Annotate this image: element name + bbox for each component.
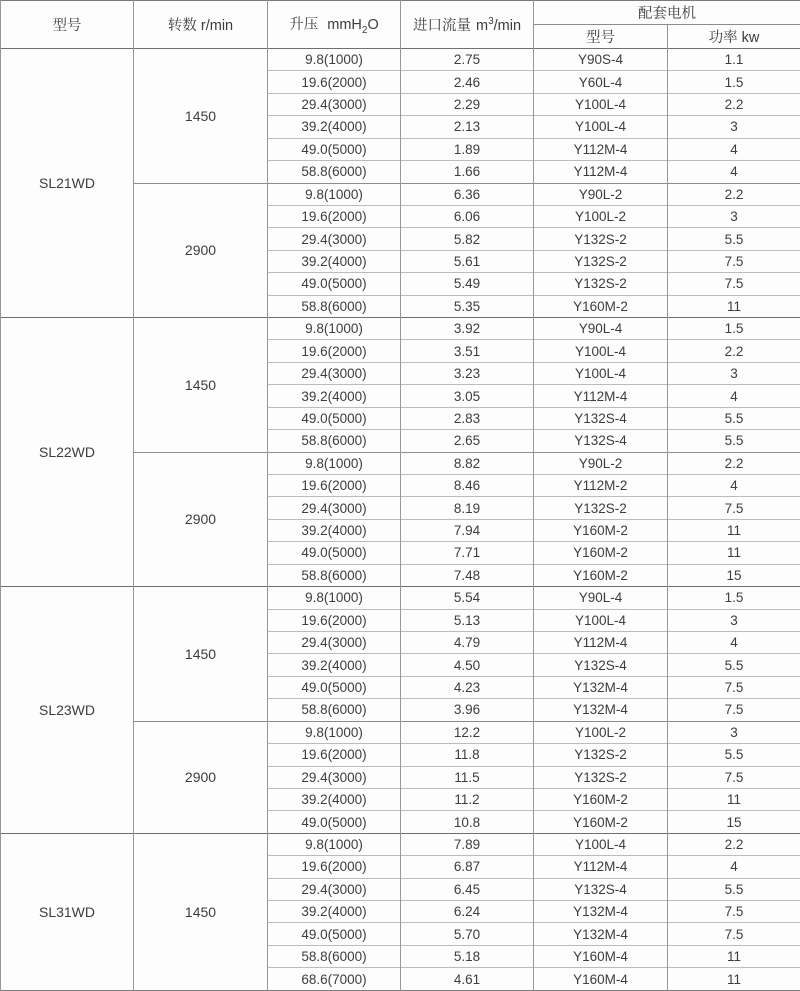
speed-cell: 1450	[134, 318, 268, 453]
motor-model-cell: Y132S-4	[534, 430, 668, 452]
pressure-cell: 49.0(5000)	[268, 923, 401, 945]
header-motor-power: 功率 kw	[668, 25, 800, 49]
motor-model-cell: Y100L-4	[534, 93, 668, 115]
model-cell: SL22WD	[1, 318, 134, 587]
motor-power-cell: 5.5	[668, 430, 800, 452]
header-pressure-label: 升压	[289, 17, 319, 34]
speed-cell: 1450	[134, 833, 268, 990]
pressure-cell: 29.4(3000)	[268, 362, 401, 384]
flow-cell: 2.46	[401, 71, 534, 93]
motor-power-cell: 7.5	[668, 766, 800, 788]
flow-cell: 1.89	[401, 138, 534, 160]
motor-power-cell: 3	[668, 609, 800, 631]
header-motor-group: 配套电机	[534, 1, 800, 25]
motor-power-cell: 7.5	[668, 923, 800, 945]
flow-cell: 11.5	[401, 766, 534, 788]
motor-model-cell: Y112M-4	[534, 631, 668, 653]
motor-model-cell: Y160M-4	[534, 945, 668, 967]
pressure-cell: 39.2(4000)	[268, 385, 401, 407]
motor-power-cell: 7.5	[668, 676, 800, 698]
motor-model-cell: Y160M-4	[534, 968, 668, 991]
motor-power-cell: 2.2	[668, 93, 800, 115]
motor-power-cell: 2.2	[668, 452, 800, 474]
flow-cell: 5.61	[401, 250, 534, 272]
pressure-cell: 29.4(3000)	[268, 878, 401, 900]
motor-model-cell: Y160M-2	[534, 519, 668, 541]
motor-power-cell: 4	[668, 385, 800, 407]
motor-power-cell: 3	[668, 205, 800, 227]
motor-power-cell: 5.5	[668, 407, 800, 429]
header-motor-model: 型号	[534, 25, 668, 49]
pressure-cell: 58.8(6000)	[268, 430, 401, 452]
pressure-unit-tail: O	[367, 17, 379, 34]
motor-model-cell: Y132S-2	[534, 744, 668, 766]
flow-cell: 2.75	[401, 49, 534, 71]
speed-cell: 1450	[134, 49, 268, 184]
model-cell: SL23WD	[1, 587, 134, 834]
motor-power-cell: 15	[668, 564, 800, 586]
pressure-cell: 9.8(1000)	[268, 587, 401, 609]
pressure-cell: 19.6(2000)	[268, 71, 401, 93]
pressure-cell: 29.4(3000)	[268, 93, 401, 115]
flow-cell: 5.35	[401, 295, 534, 317]
pressure-cell: 68.6(7000)	[268, 968, 401, 991]
pressure-cell: 39.2(4000)	[268, 116, 401, 138]
pressure-cell: 19.6(2000)	[268, 205, 401, 227]
flow-cell: 6.36	[401, 183, 534, 205]
flow-cell: 10.8	[401, 811, 534, 833]
motor-model-cell: Y132S-4	[534, 407, 668, 429]
flow-cell: 5.18	[401, 945, 534, 967]
speed-cell: 2900	[134, 183, 268, 318]
motor-model-cell: Y132S-2	[534, 497, 668, 519]
speed-cell: 1450	[134, 587, 268, 722]
pressure-cell: 39.2(4000)	[268, 250, 401, 272]
motor-model-cell: Y112M-4	[534, 385, 668, 407]
flow-cell: 5.82	[401, 228, 534, 250]
motor-model-cell: Y90L-4	[534, 587, 668, 609]
motor-power-cell: 2.2	[668, 183, 800, 205]
flow-cell: 3.51	[401, 340, 534, 362]
motor-model-cell: Y132S-2	[534, 228, 668, 250]
pressure-cell: 49.0(5000)	[268, 811, 401, 833]
motor-power-cell: 11	[668, 295, 800, 317]
flow-cell: 2.13	[401, 116, 534, 138]
pressure-cell: 9.8(1000)	[268, 452, 401, 474]
motor-model-cell: Y160M-2	[534, 788, 668, 810]
motor-power-cell: 4	[668, 161, 800, 183]
motor-power-cell: 2.2	[668, 833, 800, 855]
flow-cell: 7.89	[401, 833, 534, 855]
flow-cell: 6.24	[401, 901, 534, 923]
motor-model-cell: Y112M-4	[534, 138, 668, 160]
motor-power-cell: 5.5	[668, 878, 800, 900]
motor-model-cell: Y132S-4	[534, 654, 668, 676]
flow-cell: 6.87	[401, 856, 534, 878]
speed-cell: 2900	[134, 452, 268, 587]
pressure-cell: 29.4(3000)	[268, 766, 401, 788]
motor-model-cell: Y100L-4	[534, 340, 668, 362]
header-flow-label: 进口流量	[412, 18, 471, 34]
table-body	[1, 49, 800, 991]
flow-cell: 2.29	[401, 93, 534, 115]
flow-cell: 3.23	[401, 362, 534, 384]
speed-cell: 2900	[134, 721, 268, 833]
flow-cell: 7.71	[401, 542, 534, 564]
flow-cell: 8.19	[401, 497, 534, 519]
pressure-cell: 58.8(6000)	[268, 945, 401, 967]
pressure-cell: 19.6(2000)	[268, 340, 401, 362]
flow-cell: 2.83	[401, 407, 534, 429]
motor-power-cell: 4	[668, 475, 800, 497]
pressure-cell: 29.4(3000)	[268, 631, 401, 653]
flow-cell: 5.13	[401, 609, 534, 631]
motor-power-cell: 11	[668, 788, 800, 810]
flow-cell: 11.8	[401, 744, 534, 766]
motor-model-cell: Y100L-4	[534, 833, 668, 855]
motor-model-cell: Y112M-2	[534, 475, 668, 497]
flow-cell: 3.96	[401, 699, 534, 721]
motor-model-cell: Y100L-4	[534, 362, 668, 384]
motor-model-cell: Y90L-2	[534, 183, 668, 205]
motor-model-cell: Y160M-2	[534, 564, 668, 586]
motor-power-cell: 7.5	[668, 497, 800, 519]
flow-cell: 12.2	[401, 721, 534, 743]
pressure-cell: 19.6(2000)	[268, 609, 401, 631]
pressure-cell: 9.8(1000)	[268, 833, 401, 855]
table-row	[1, 833, 800, 855]
pressure-unit-sub: 2	[361, 24, 368, 36]
motor-model-cell: Y112M-4	[534, 161, 668, 183]
motor-power-cell: 7.5	[668, 699, 800, 721]
motor-model-cell: Y60L-4	[534, 71, 668, 93]
table-row	[1, 49, 800, 71]
pressure-unit	[327, 17, 379, 36]
motor-model-cell: Y100L-4	[534, 116, 668, 138]
motor-model-cell: Y100L-2	[534, 205, 668, 227]
table-row	[1, 318, 800, 340]
pressure-cell: 58.8(6000)	[268, 699, 401, 721]
flow-cell: 2.65	[401, 430, 534, 452]
pressure-cell: 58.8(6000)	[268, 295, 401, 317]
motor-model-cell: Y132S-2	[534, 766, 668, 788]
flow-cell: 4.23	[401, 676, 534, 698]
motor-power-cell: 7.5	[668, 901, 800, 923]
motor-power-cell: 5.5	[668, 228, 800, 250]
motor-power-cell: 4	[668, 856, 800, 878]
flow-cell: 3.05	[401, 385, 534, 407]
flow-unit-tail: /min	[493, 18, 522, 34]
pressure-cell: 58.8(6000)	[268, 564, 401, 586]
motor-model-cell: Y160M-2	[534, 811, 668, 833]
flow-unit-sup: 3	[488, 16, 494, 28]
motor-power-cell: 1.5	[668, 71, 800, 93]
motor-model-cell: Y90S-4	[534, 49, 668, 71]
pressure-cell: 49.0(5000)	[268, 273, 401, 295]
pressure-cell: 19.6(2000)	[268, 475, 401, 497]
motor-power-cell: 3	[668, 116, 800, 138]
motor-power-cell: 1.5	[668, 587, 800, 609]
flow-cell: 5.54	[401, 587, 534, 609]
motor-model-cell: Y100L-4	[534, 609, 668, 631]
header-pressure	[268, 1, 401, 49]
flow-cell: 7.48	[401, 564, 534, 586]
pressure-cell: 39.2(4000)	[268, 519, 401, 541]
pressure-unit-main: mmH	[327, 17, 362, 34]
flow-cell: 5.70	[401, 923, 534, 945]
pressure-cell: 9.8(1000)	[268, 318, 401, 340]
pressure-cell: 19.6(2000)	[268, 744, 401, 766]
table-header	[1, 1, 800, 49]
flow-unit	[476, 18, 521, 34]
pressure-cell: 9.8(1000)	[268, 49, 401, 71]
pressure-cell: 19.6(2000)	[268, 856, 401, 878]
motor-model-cell: Y160M-2	[534, 295, 668, 317]
motor-power-cell: 4	[668, 631, 800, 653]
motor-power-cell: 11	[668, 542, 800, 564]
pressure-cell: 39.2(4000)	[268, 788, 401, 810]
motor-power-cell: 1.5	[668, 318, 800, 340]
motor-model-cell: Y132S-2	[534, 250, 668, 272]
flow-cell: 6.45	[401, 878, 534, 900]
motor-model-cell: Y160M-2	[534, 542, 668, 564]
motor-power-cell: 11	[668, 519, 800, 541]
pressure-cell: 29.4(3000)	[268, 228, 401, 250]
motor-power-cell: 3	[668, 721, 800, 743]
flow-cell: 8.82	[401, 452, 534, 474]
flow-cell: 4.79	[401, 631, 534, 653]
pressure-cell: 39.2(4000)	[268, 654, 401, 676]
motor-model-cell: Y132M-4	[534, 901, 668, 923]
pressure-cell: 49.0(5000)	[268, 407, 401, 429]
pressure-cell: 29.4(3000)	[268, 497, 401, 519]
flow-cell: 6.06	[401, 205, 534, 227]
flow-cell: 11.2	[401, 788, 534, 810]
flow-cell: 4.61	[401, 968, 534, 991]
motor-power-cell: 3	[668, 362, 800, 384]
motor-model-cell: Y90L-4	[534, 318, 668, 340]
flow-cell: 5.49	[401, 273, 534, 295]
motor-model-cell: Y132S-2	[534, 273, 668, 295]
motor-power-cell: 5.5	[668, 654, 800, 676]
header-flow	[401, 1, 534, 49]
motor-power-cell: 11	[668, 968, 800, 991]
motor-power-cell: 5.5	[668, 744, 800, 766]
header-speed: 转数 r/min	[134, 1, 268, 49]
motor-power-cell: 15	[668, 811, 800, 833]
motor-model-cell: Y132S-4	[534, 878, 668, 900]
motor-power-cell: 4	[668, 138, 800, 160]
motor-power-cell: 7.5	[668, 273, 800, 295]
pressure-cell: 49.0(5000)	[268, 542, 401, 564]
flow-cell: 7.94	[401, 519, 534, 541]
pressure-cell: 58.8(6000)	[268, 161, 401, 183]
flow-cell: 4.50	[401, 654, 534, 676]
model-cell: SL21WD	[1, 49, 134, 318]
motor-power-cell: 2.2	[668, 340, 800, 362]
pressure-cell: 39.2(4000)	[268, 901, 401, 923]
pressure-cell: 49.0(5000)	[268, 676, 401, 698]
flow-cell: 3.92	[401, 318, 534, 340]
flow-unit-main: m	[475, 18, 489, 34]
motor-model-cell: Y132M-4	[534, 676, 668, 698]
flow-cell: 8.46	[401, 475, 534, 497]
motor-power-cell: 1.1	[668, 49, 800, 71]
motor-power-cell: 7.5	[668, 250, 800, 272]
header-model: 型号	[1, 1, 134, 49]
table-row	[1, 587, 800, 609]
pressure-cell: 9.8(1000)	[268, 183, 401, 205]
motor-model-cell: Y112M-4	[534, 856, 668, 878]
pressure-cell: 49.0(5000)	[268, 138, 401, 160]
motor-model-cell: Y100L-2	[534, 721, 668, 743]
model-cell: SL31WD	[1, 833, 134, 990]
pressure-cell: 9.8(1000)	[268, 721, 401, 743]
motor-model-cell: Y90L-2	[534, 452, 668, 474]
motor-model-cell: Y132M-4	[534, 699, 668, 721]
motor-model-cell: Y132M-4	[534, 923, 668, 945]
motor-power-cell: 11	[668, 945, 800, 967]
flow-cell: 1.66	[401, 161, 534, 183]
